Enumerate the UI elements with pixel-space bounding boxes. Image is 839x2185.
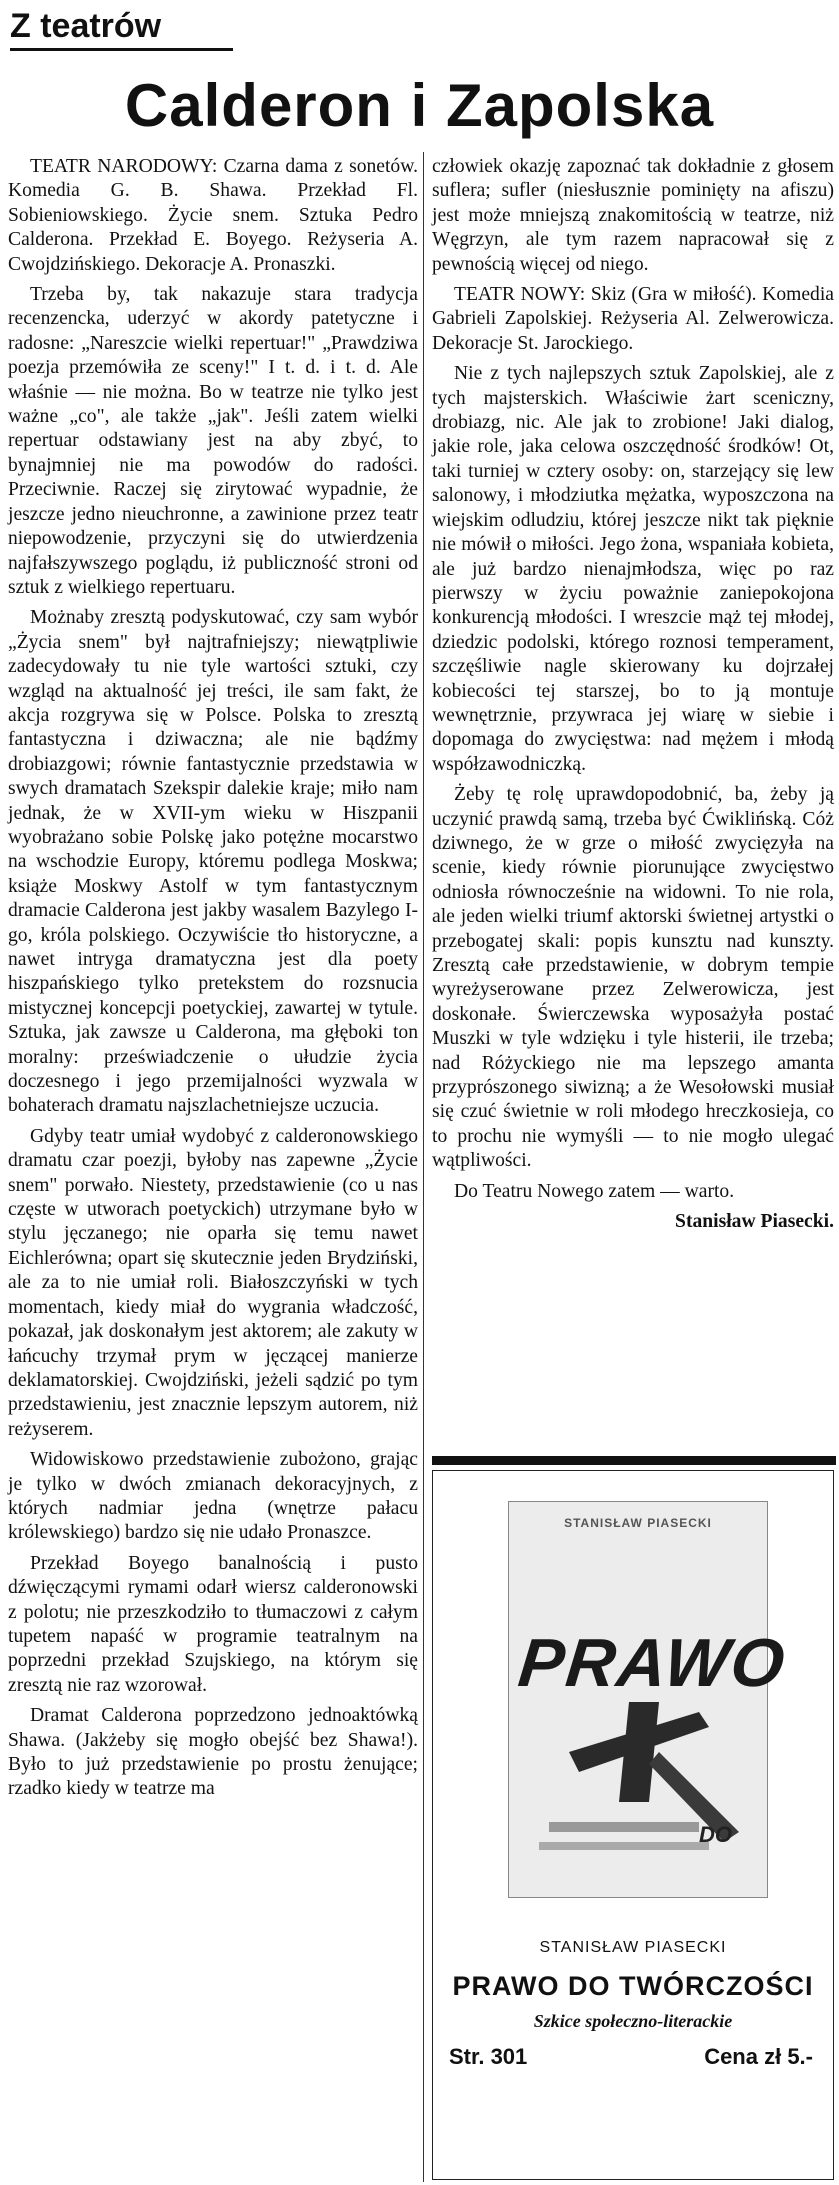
section-heading: Z teatrów	[10, 6, 233, 51]
paragraph: Żeby tę rolę uprawdopodobnić, ba, żeby ją uczynić prawdą samą, trzeba być Ćwiklińską. Cóż dziwnego, że w grze o miłość zwycięzyła na scenie, kiedy równie piorunujące zwycięstwo odniosła równocześnie na widowni. To nie rola, ale jeden wielki triumf aktorski świetnej artystki o przebogatej skali: popis kunsztu nad kunszty. Zresztą całe przedstawienie, w dobrym tempie wyreżyserowane przez Zelwerowicza, jest doskonałe. Świerczewska wyposażyła postać Muszki w tyle wdzięku i tyle histerii, ile trzeba; nad Różyckiego nie ma lepszego amanta przyprószonego siwizną; a że Wesołowski musiał się czuć świetnie w roli młodego hreczkosieja, co to prochu nie wymyśli — to nie mogło ulegać wątpliwości.	[432, 784, 834, 1172]
ad-book-subtitle: Szkice społeczno-literackie	[533, 2011, 733, 2031]
paragraph: Widowiskowo przedstawienie zubożono, grając je tylko w dwóch zmianach dekoracyjnych, z których nadmiar jedna (wnętrze pałacu królewskiego) bardzo się nie udało Pronaszce.	[8, 1449, 418, 1544]
article-headline: Calderon i Zapolska	[124, 72, 715, 139]
cover-author: STANISŁAW PIASECKI	[564, 1516, 712, 1530]
paragraph: Przekład Boyego banalnością i pusto dźwięczącymi rymami odarł wiersz calderonowski z polotu; nie przeszkodziło to tłumaczowi z całym tupetem napaść w programie teatralnym na poprzedni przekład Szujskiego, na którym się zresztą nie raz wzorował.	[8, 1552, 418, 1696]
ad-page-count: Str. 301	[449, 2044, 528, 2069]
paragraph-review-header-nowy: TEATR NOWY: Skiz (Gra w miłość). Komedia Gabrieli Zapolskiej. Reżyseria Al. Zelwerowicza. Dekoracje St. Jarockiego.	[432, 284, 834, 354]
cover-title: PRAWO	[515, 1625, 790, 1701]
left-column	[8, 155, 418, 1802]
book-cover-illustration	[508, 1501, 790, 1898]
paragraph: Nie z tych najlepszych sztuk Zapolskiej, ale z tych majsterskich. Właściwie żart sceniczny, drobiazg, nic. Ale jak to zrobione! Jaki dialog, jakie role, jaka celowa oszczędność środków! Ot, taki turniej w cztery osoby: on, starzejący się lew salonowy, i młodziutka mężatka, wyposzczona na wiejskim odludziu, której jeszcze nikt tak pięknie nie mówił o miłości. Jego żona, wspaniała kobieta, ale już bardzo nienajmłodsza, więc po raz pierwszy w życiu poważnie zaniepokojona konkurencją młodości. I wreszcie mąż tej młodej, dziedzic podolski, którego roznosi temperament, szczęśliwie nagle skierowany ku dojrzałej kobiecości tej starszej, bo to ją montuje wewnętrznie, przywraca jej wiarę w siebie i dopomaga do zwycięstwa: nad mężem i młodą współzawodniczką.	[432, 363, 834, 775]
book-advertisement	[432, 1470, 834, 2180]
paragraph: Dramat Calderona poprzedzono jednoaktówką Shawa. (Jakżeby się mogło obejść bez Shawa!). Było to już przedstawienie po prostu żenujące; rzadko kiedy w teatrze ma	[8, 1705, 418, 1800]
ad-author: STANISŁAW PIASECKI	[539, 1939, 727, 1956]
paragraph: Trzeba by, tak nakazuje stara tradycja recenzencka, uderzyć w akordy patetyczne i radosne: „Nareszcie wielki repertuar!" „Prawdziwa poezja przemówiła ze sceny!" I t. d. i t. d. Ale właśnie — nie można. Bo w teatrze nie tylko jest ważne „co", ale także „jak". Jeśli zatem wielki repertuar odstawiany jest na aby zbyć, to bynajmniej nie ma powodów do radości. Przeciwnie. Raczej się zirytować wypadnie, że jeszcze jedno nieuchronne, a zawinione przez teatr niepowodzenie, przyczyni się do utwierdzenia najfałszywszego poglądu, iż publiczność stroni od sztuk z wielkiego repertuaru.	[8, 284, 418, 598]
right-column	[432, 155, 834, 1234]
ad-price: Cena zł 5.-	[704, 2044, 813, 2069]
paragraph: Możnaby zresztą podyskutować, czy sam wybór „Życia snem" był najtrafniejszy; niewątpliwie zadecydowały tu nie tyle wartości sztuki, czy wzgląd na aktualność jej treści, ile sam fakt, że akcja rozgrywa się w Polsce. Polska to zresztą fantastyczna i dziwaczna; ale nie bądźmy drobiazgowi; równie fantastycznie przedstawia w swych dramatach Szekspir dalekie kraje; miło nam jednak, że w XVII-ym wieku w Hiszpanii wyobrażano sobie Polskę jako potężne mocarstwo na wschodzie Europy, któremu podlega Moskwa; książe Moskwy Astolf w tym fantastycznym dramacie Calderona jest jakby wasalem Bazylego I-go, króla polskiego. Oczywiście tło historyczne, a nawet intryga dramatyczna jest dla poety hiszpańskiego tylko pretekstem do rozsnucia mistycznej koncepcji poetyckiej, zawartej w tytule. Sztuka, jak zawsze u Calderona, ma głęboki ton moralny: przeświadczenie o ułudzie życia doczesnego i jego przemijalności wyzwala w bohaterach dramatu najszlachetniejsze uczucia.	[8, 607, 418, 1117]
paragraph: Do Teatru Nowego zatem — warto.	[454, 1180, 735, 1202]
advertisement-rule	[432, 1456, 836, 1465]
paragraph: Gdyby teatr umiał wydobyć z calderonowskiego dramatu czar poezji, byłoby nas zapewne „Życie snem" porwało. Niestety, przedstawienie (co u nas częste w utworach poetyckich) utrzymane było w stylu jęczanego; nie oparła się temu nawet Eichlerówna; opart się skutecznie jeden Brydziński, ale za to nie umiał roli. Białoszczyński w tych momentach, kiedy miał do wygrania władczość, pokazał, jak doskonałym jest aktorem; ale zakuty w łańcuchy trzymał prym w jęczącej manierze deklamatorskiej. Cwojdziński, jeżeli sądzić po tym przedstawieniu, jest znacznie lepszym autorem, niż reżyserem.	[8, 1125, 418, 1440]
paragraph-review-header-narodowy: TEATR NARODOWY: Czarna dama z sonetów. Komedia G. B. Shawa. Przekład Fl. Sobieniowskiego. Życie snem. Sztuka Pedro Calderona. Przekład E. Boyego. Reżyseria A. Cwojdzińskiego. Dekoracje A. Pronaszki.	[8, 156, 418, 275]
author-signature: Stanisław Piasecki.	[675, 1211, 834, 1233]
paragraph: człowiek okazję zapoznać tak dokładnie z głosem suflera; sufler (niesłusznie pominięty na afiszu) jest może mniejszą znakomitością w teatrze, niż Węgrzyn, ale tym razem napracował się z pewnością więcej od niego.	[432, 156, 834, 275]
column-divider	[423, 152, 424, 2182]
ad-book-title: PRAWO DO TWÓRCZOŚCI	[452, 1971, 814, 2001]
cover-subtitle: DO	[699, 1822, 732, 1847]
